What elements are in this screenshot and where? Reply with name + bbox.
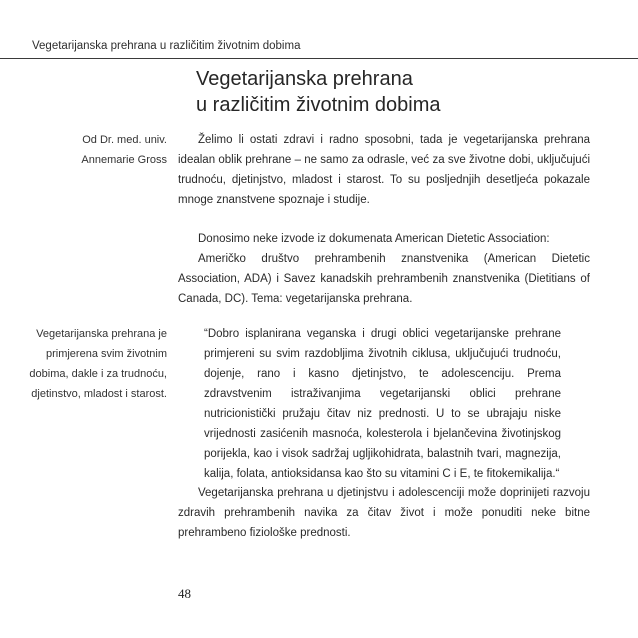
header-divider [0, 58, 638, 59]
author-line-1: Od Dr. med. univ. [82, 134, 167, 146]
block-quote [204, 324, 561, 484]
margin-note-line-4: djetinstvo, mladost i starost. [31, 388, 167, 400]
body-paragraph-2 [178, 229, 590, 309]
author-byline [40, 130, 167, 170]
page-number: 48 [178, 586, 191, 601]
article-title-line-2: u različitim životnim dobima [196, 94, 441, 116]
body-paragraph-3 [178, 483, 590, 543]
body-paragraph-1 [178, 130, 590, 210]
paragraph-3-text: Vegetarijanska prehrana u djetinjstvu i adolescenciji može doprinijeti razvoju zdravih prehrambenih navika za čitav život i može ponuditi neke bitne prehrambeno fiziološke prednosti. [178, 487, 590, 539]
article-title-line-1: Vegetarijanska prehrana [196, 68, 413, 90]
article-title [196, 66, 441, 118]
margin-note-line-2: primjerena svim životnim [45, 348, 167, 360]
margin-note [24, 324, 167, 404]
block-quote-text: “Dobro isplanirana veganska i drugi oblici vegetarijanske prehrane primjereni su svim razdobljima životnih ciklusa, uključujući trudnoću, dojenje, rano i kasno djetinjstvo, te adolescenciju. Prema zdravstvenim istraživanjima vegetarijanski oblici prehrane nutricionistički pružaju čitav niz prednosti. U to se ubrajaju niske vrijednosti zasićenih masnoća, kolesterola i bjelančevina životinjskog porijekla, kao i visok sadržaj ugljikohidrata, balastnih tvari, magnezija, kalija, folata, antioksidansa kao što su vitamini C i E, te fitokemikalija.“ [204, 328, 561, 480]
paragraph-1-text: Želimo li ostati zdravi i radno sposobni, tada je vegetarijanska prehrana idealan oblik prehrane – ne samo za odrasle, već za sve životne dobi, uključujući trudnoću, djetinjstvo, mladost i starost. To su posljednjih desetljeća pokazale mnoge znanstvene spoznaje i studije. [178, 134, 590, 206]
author-line-2: Annemarie Gross [81, 154, 167, 166]
paragraph-2-text: Američko društvo prehrambenih znanstvenika (American Dietetic Association, ADA) i Savez kanadskih prehrambenih znanstvenika (Dietitians of Canada, DC). Tema: vegetarijanska prehrana. [178, 253, 590, 305]
running-header: Vegetarijanska prehrana u različitim životnim dobima [32, 40, 301, 52]
margin-note-line-1: Vegetarijanska prehrana je [36, 328, 167, 340]
paragraph-2-intro: Donosimo neke izvode iz dokumenata American Dietetic Association: [198, 233, 550, 245]
margin-note-line-3: dobima, dakle i za trudnoću, [29, 368, 167, 380]
